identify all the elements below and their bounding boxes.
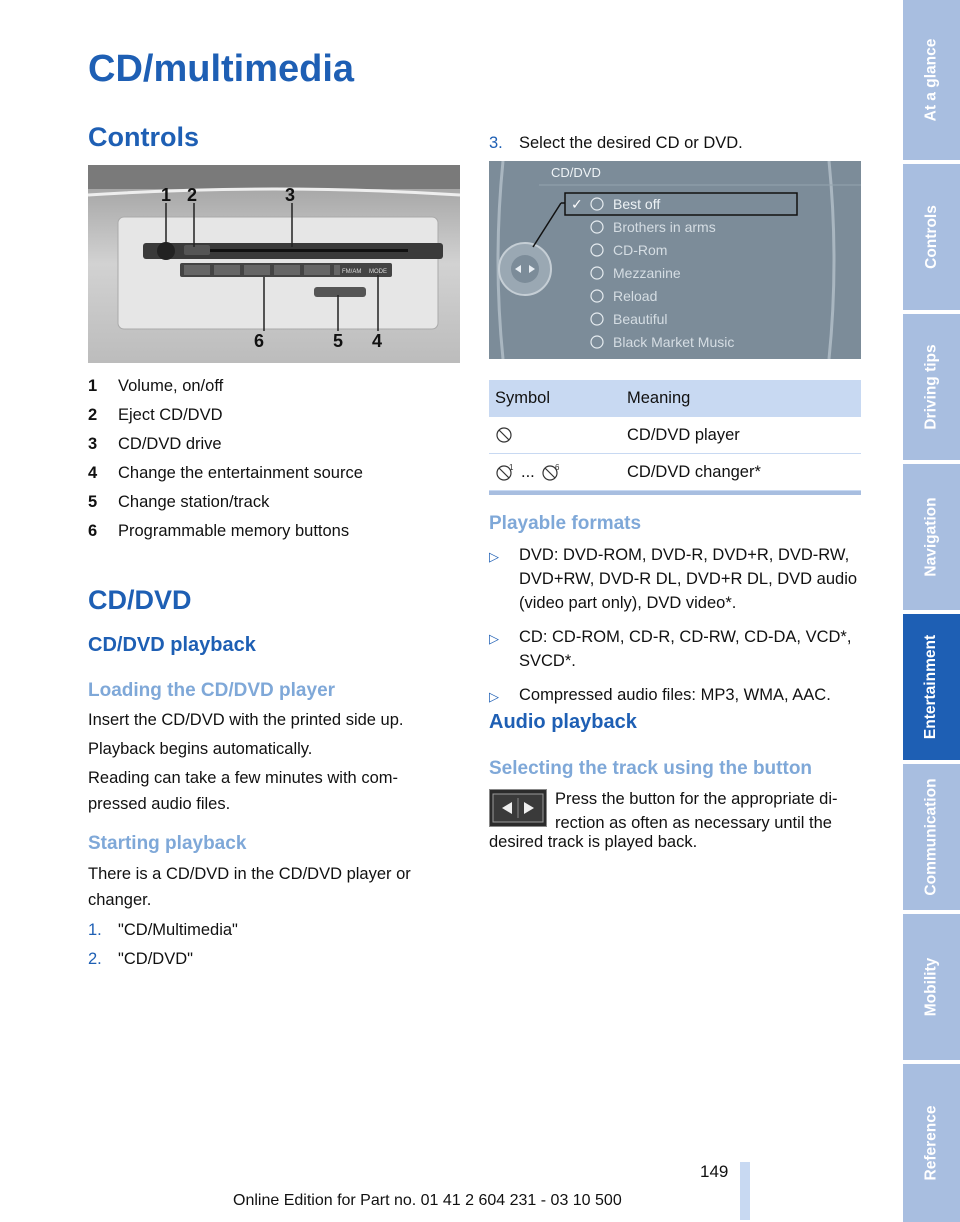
disc-1-icon bbox=[495, 463, 515, 481]
header-symbol: Symbol bbox=[495, 389, 551, 407]
callout-1: 1 bbox=[161, 185, 172, 205]
screen-drawing bbox=[489, 161, 861, 359]
screen-item-4: Mezzanine bbox=[613, 265, 681, 281]
list-item: ▷ Compressed audio files: MP3, WMA, AAC. bbox=[489, 683, 861, 709]
legend-item: 1 Volume, on/off bbox=[88, 377, 224, 395]
steps-list-right bbox=[489, 129, 743, 158]
meaning-cell: CD/DVD changer* bbox=[627, 462, 761, 481]
select-heading: Selecting the track using the button bbox=[489, 758, 813, 779]
cddvd-screen-image bbox=[489, 161, 861, 359]
loading-heading: Loading the CD/DVD player bbox=[88, 680, 336, 701]
tab-entertainment[interactable]: Entertainment bbox=[903, 614, 960, 760]
list-item: 1. "CD/Multimedia" bbox=[88, 921, 238, 939]
svg-text:1: 1 bbox=[509, 463, 514, 472]
list-item: 2. "CD/DVD" bbox=[88, 950, 193, 968]
tab-reference[interactable]: Reference bbox=[903, 1064, 960, 1222]
formats-list bbox=[489, 543, 861, 719]
meaning-cell: CD/DVD player bbox=[627, 425, 740, 444]
legend-item: 3 CD/DVD drive bbox=[88, 435, 222, 453]
steps-list-left bbox=[88, 916, 238, 974]
select-line-2: rection as often as necessary until the bbox=[555, 814, 832, 832]
starting-p1a: There is a CD/DVD in the CD/DVD player or bbox=[88, 865, 411, 883]
screen-item-3: CD-Rom bbox=[613, 242, 668, 258]
table-row bbox=[489, 417, 861, 454]
tab-controls[interactable]: Controls bbox=[903, 164, 960, 310]
loading-p1: Insert the CD/DVD with the printed side up. bbox=[88, 711, 404, 729]
select-line-1: Press the button for the appropriate di- bbox=[555, 790, 838, 808]
svg-text:6: 6 bbox=[554, 463, 560, 472]
loading-p3b: pressed audio files. bbox=[88, 795, 231, 813]
page-number: 149 bbox=[700, 1162, 729, 1181]
symbol-table bbox=[489, 380, 861, 495]
legend-item: 4 Change the entertainment source bbox=[88, 464, 363, 482]
select-line-3: desired track is played back. bbox=[489, 833, 698, 851]
side-tab-strip bbox=[903, 0, 960, 1222]
callout-4: 4 bbox=[372, 331, 383, 351]
disc-6-icon bbox=[541, 463, 561, 481]
page-title: CD/multimedia bbox=[88, 48, 355, 90]
page-number-bar bbox=[740, 1162, 750, 1220]
mode-button-label: MODE bbox=[369, 269, 387, 275]
triangle-bullet-icon: ▷ bbox=[489, 689, 499, 704]
tab-communication[interactable]: Communication bbox=[903, 764, 960, 910]
legend-item: 2 Eject CD/DVD bbox=[88, 406, 223, 424]
edition-footer: Online Edition for Part no. 01 41 2 604 231 - 03 10 500 bbox=[233, 1192, 622, 1209]
screen-item-7: Black Market Music bbox=[613, 334, 735, 350]
loading-p3a: Reading can take a few minutes with com- bbox=[88, 769, 398, 787]
screen-item-6: Beautiful bbox=[613, 311, 668, 327]
audio-heading: Audio playback bbox=[489, 711, 637, 733]
screen-item-1: Best off bbox=[613, 196, 661, 212]
svg-text:✓: ✓ bbox=[571, 197, 583, 213]
loading-p2: Playback begins automatically. bbox=[88, 740, 313, 758]
formats-heading: Playable formats bbox=[489, 513, 642, 534]
symbol-separator: ... bbox=[521, 462, 535, 481]
legend-item: 6 Programmable memory buttons bbox=[88, 522, 350, 540]
callout-5: 5 bbox=[333, 331, 344, 351]
starting-p1b: changer. bbox=[88, 891, 152, 909]
control-panel-drawing bbox=[88, 165, 460, 363]
loading-text bbox=[88, 707, 458, 817]
screen-item-2: Brothers in arms bbox=[613, 219, 716, 235]
disc-icon bbox=[495, 426, 513, 444]
list-item: 3. Select the desired CD or DVD. bbox=[489, 134, 743, 152]
control-panel-image bbox=[88, 165, 460, 363]
list-item: ▷ CD: CD-ROM, CD-R, CD-RW, CD-DA, VCD*, SVCD*. bbox=[489, 625, 861, 673]
header-meaning: Meaning bbox=[627, 389, 691, 407]
tab-driving-tips[interactable]: Driving tips bbox=[903, 314, 960, 460]
select-text-right bbox=[555, 787, 865, 835]
tab-navigation[interactable]: Navigation bbox=[903, 464, 960, 610]
controls-heading: Controls bbox=[88, 122, 199, 152]
prev-next-arrows-icon bbox=[490, 790, 546, 826]
tab-mobility[interactable]: Mobility bbox=[903, 914, 960, 1060]
table-row bbox=[489, 454, 861, 491]
controls-legend bbox=[88, 372, 363, 546]
triangle-bullet-icon: ▷ bbox=[489, 549, 499, 564]
callout-2: 2 bbox=[187, 185, 198, 205]
cddvd-heading: CD/DVD bbox=[88, 585, 192, 615]
list-item: ▷ DVD: DVD-ROM, DVD-R, DVD+R, DVD-RW, DVD+RW, DVD-R DL, DVD+R DL, DVD audio (video part only), DVD video*. bbox=[489, 543, 861, 615]
legend-item: 5 Change station/track bbox=[88, 493, 270, 511]
starting-text bbox=[88, 861, 458, 913]
cddvd-playback-heading: CD/DVD playback bbox=[88, 634, 256, 656]
callout-3: 3 bbox=[285, 185, 296, 205]
tab-at-a-glance[interactable]: At a glance bbox=[903, 0, 960, 160]
triangle-bullet-icon: ▷ bbox=[489, 631, 499, 646]
starting-heading: Starting playback bbox=[88, 833, 247, 854]
track-button-icon bbox=[489, 789, 547, 827]
callout-6: 6 bbox=[254, 331, 265, 351]
table-header bbox=[489, 380, 861, 417]
screen-title: CD/DVD bbox=[551, 165, 601, 180]
fmam-button-label: FM/AM bbox=[342, 269, 362, 275]
screen-item-5: Reload bbox=[613, 288, 658, 304]
